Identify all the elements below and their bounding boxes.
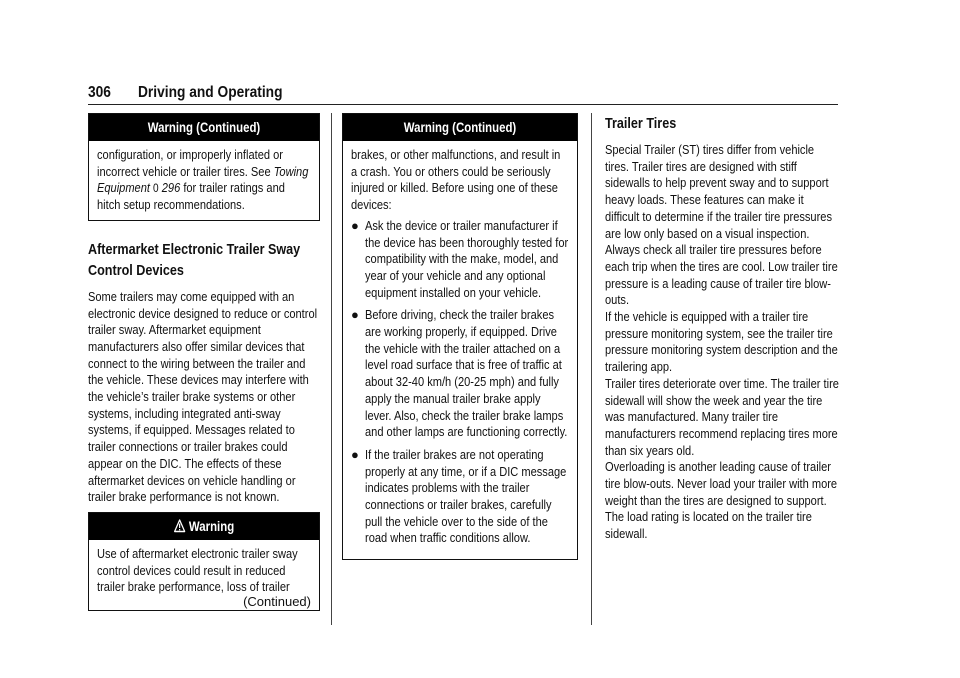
section-heading: Aftermarket Electronic Trailer Sway Control Devices (88, 240, 301, 279)
warning-intro: brakes, or other malfunctions, and result in a crash. You or others could be seriously injured or killed. Before using one of these devices: (351, 147, 561, 213)
warning-continued-box (88, 113, 320, 221)
warning-body (343, 141, 577, 559)
paragraph: Some trailers may come equipped with an electronic device designed to reduce or control trailer sway. Aftermarket equipment manufacturers also offer similar devices that connect to the wiring between the trailer and the vehicle. These devices may interfere with the vehicle’s trailer brake systems or other systems, including integrated anti-sway systems, if equipped. Messages related to trailer connections or trailer brakes could appear on the DIC. The effects of these aftermarket devices on vehicle handling or trailer brake performance is not known. (88, 288, 318, 505)
list-item: ● Ask the device or trailer manufacturer if the device has been thoroughly tested for compatibility with the make, model, and year of your vehicle and any optional equipment installed on your vehicle. (351, 217, 569, 300)
section-heading: Trailer Tires (605, 115, 677, 132)
warning-text: Use of aftermarket electronic trailer sway control devices could result in reduced trailer brake performance, loss of trailer (97, 545, 298, 595)
warning-title: Warning (Continued) (147, 120, 261, 135)
column-divider (591, 113, 592, 625)
warning-body (89, 540, 319, 610)
warning-bullet-list (351, 218, 569, 547)
column-divider (331, 113, 332, 625)
page-header (88, 84, 838, 106)
continued-label: (Continued) (243, 594, 311, 610)
warning-title: Warning (Continued) (403, 120, 517, 135)
list-item: ● If the trailer brakes are not operating properly at any time, or if a DIC message indicates problems with the trailer connections or trailer brakes, carefully pull the vehicle over to the side of the road when traffic conditions allow. (351, 446, 567, 546)
warning-title: Warning (188, 518, 235, 534)
warning-header (89, 114, 319, 141)
warning-icon (174, 519, 186, 533)
column-1 (88, 113, 320, 611)
column-2 (342, 113, 578, 560)
paragraph: Trailer tires deteriorate over time. The trailer tire sidewall will show the week and year the tire was manufactured. Many trailer tire manufacturers recommend replacing tires more than six years old. (605, 375, 839, 458)
section-title: Driving and Operating (138, 84, 283, 101)
page-ref-icon: 0 (153, 181, 159, 196)
column-3 (605, 113, 840, 543)
paragraph: Special Trailer (ST) tires differ from vehicle tires. Trailer tires are designed with stiff sidewalls to help prevent sway and to support heavy loads. These features can make it difficult to determine if the trailer tire pressures are low only based on a visual inspection. (605, 142, 832, 241)
warning-header (89, 513, 319, 540)
warning-continued-box (342, 113, 578, 560)
bullet-icon: ● (351, 217, 359, 233)
reference-page[interactable]: 296 (161, 180, 181, 196)
bullet-icon: ● (351, 307, 359, 323)
warning-body (89, 141, 319, 220)
bullet-icon: ● (351, 446, 359, 462)
page-number: 306 (88, 84, 111, 101)
list-item: ● Before driving, check the trailer brakes are working properly, if equipped. Drive the vehicle with the trailer attached on a level road surface that is free of traffic at about 32-40 km/h (20-25 mph) and fully apply the manual trailer brake apply lever. Also, check the trailer brake lamps and other lamps are functioning correctly. (351, 307, 568, 440)
header-rule (88, 104, 838, 105)
paragraph: Always check all trailer tire pressures before each trip when the tires are cool. Low trailer tire pressure is a leading cause of trailer tire blow-outs. (605, 242, 838, 308)
warning-header (343, 114, 577, 141)
warning-text: configuration, or improperly inflated or incorrect vehicle or trailer tires. See Towing Equipment 0 296 for trailer ratings and hitch setup recommendations. (97, 147, 309, 213)
warning-box (88, 512, 320, 611)
reference-link[interactable]: Towing Equipment (97, 163, 309, 196)
paragraph: If the vehicle is equipped with a trailer tire pressure monitoring system, see the trailer tire pressure monitoring system description and the trailering app. (605, 309, 838, 375)
paragraph: Overloading is another leading cause of trailer tire blow-outs. Never load your trailer with more weight than the tires are designed to support. The load rating is located on the trailer tire sidewall. (605, 459, 838, 542)
